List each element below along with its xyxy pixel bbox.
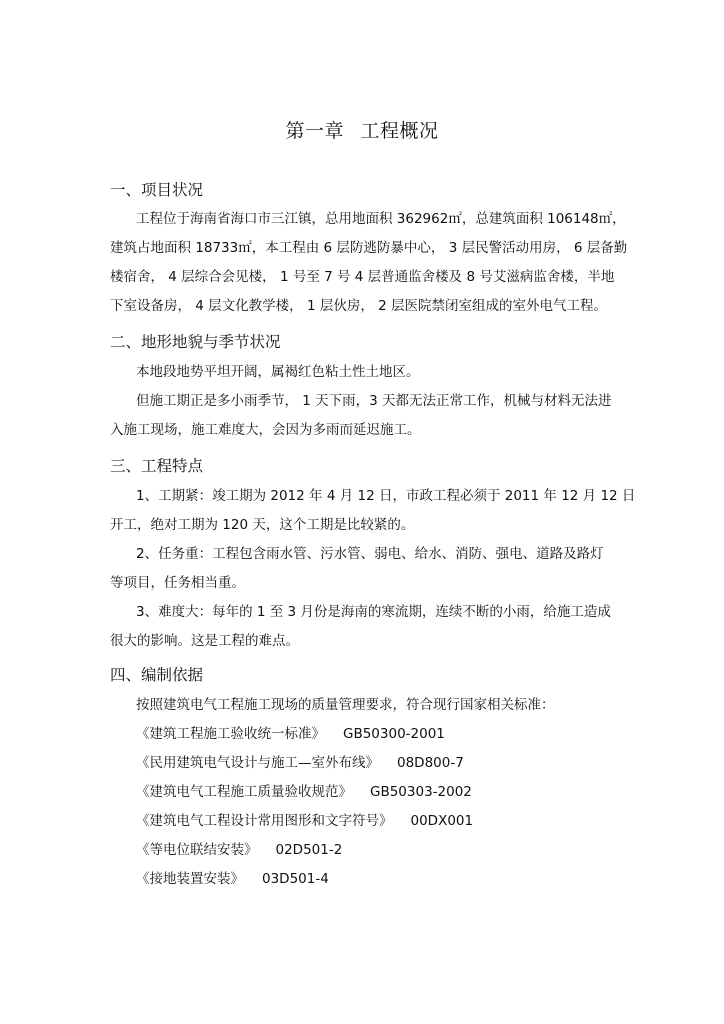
standard-reference (136, 841, 342, 859)
paragraph-line: 等项目，任务相当重。 (110, 575, 245, 591)
paragraph-line: 很大的影响。这是工程的难点。 (110, 633, 299, 649)
standard-reference (136, 725, 445, 743)
chapter-title: 第一章 工程概况 (285, 120, 439, 142)
paragraph-line: 2、任务重：工程包含雨水管、污水管、弱电、给水、消防、强电、道路及路灯 (136, 546, 604, 562)
standard-name: 《建筑工程施工验收统一标准》 (136, 726, 325, 742)
paragraph-line: 入施工现场，施工难度大，会因为多雨而延迟施工。 (110, 422, 421, 438)
section-heading-terrain-season: 二、地形地貌与季节状况 (110, 333, 281, 351)
standard-reference (136, 870, 329, 888)
standard-name: 《民用建筑电气设计与施工—室外布线》 (136, 755, 379, 771)
paragraph-line: 按照建筑电气工程施工现场的质量管理要求，符合现行国家相关标准： (136, 697, 555, 713)
standard-code: 08D800-7 (397, 755, 464, 771)
paragraph-line: 本地段地势平坦开阔，属褐红色粘土性土地区。 (136, 364, 420, 380)
section-heading-project-status: 一、项目状况 (110, 181, 204, 199)
standard-name: 《等电位联结安装》 (136, 842, 258, 858)
standard-code: GB50303-2002 (370, 784, 472, 800)
paragraph-line: 建筑占地面积 18733㎡，本工程由 6 层防逃防暴中心， 3 层民警活动用房， 6 层备勤 (110, 240, 628, 256)
paragraph-line: 楼宿舍， 4 层综合会见楼， 1 号至 7 号 4 层普通监舍楼及 8 号艾滋病监舍楼，半地 (110, 269, 615, 285)
standard-reference (136, 783, 472, 801)
paragraph-line: 开工，绝对工期为 120 天，这个工期是比较紧的。 (110, 517, 415, 533)
standard-code: GB50300-2001 (343, 726, 445, 742)
standard-reference (136, 812, 473, 830)
paragraph-line: 但施工期正是多小雨季节， 1 天下雨，3 天都无法正常工作，机械与材料无法进 (136, 393, 612, 409)
standard-name: 《建筑电气工程施工质量验收规范》 (136, 784, 352, 800)
paragraph-line: 1、工期紧：竣工期为 2012 年 4 月 12 日，市政工程必须于 2011 年 12 月 12 日 (136, 488, 636, 504)
standard-reference (136, 754, 464, 772)
standard-name: 《接地装置安装》 (136, 871, 244, 887)
paragraph-line: 下室设备房， 4 层文化教学楼， 1 层伙房， 2 层医院禁闭室组成的室外电气工程。 (110, 298, 608, 314)
paragraph-line: 3、难度大：每年的 1 至 3 月份是海南的寒流期，连续不断的小雨，给施工造成 (136, 604, 611, 620)
section-heading-project-features: 三、工程特点 (110, 457, 204, 475)
standard-code: 03D501-4 (262, 871, 329, 887)
section-heading-basis: 四、编制依据 (110, 666, 204, 684)
standard-code: 02D501-2 (275, 842, 343, 858)
standard-name: 《建筑电气工程设计常用图形和文字符号》 (136, 813, 393, 829)
paragraph-line: 工程位于海南省海口市三江镇，总用地面积 362962㎡，总建筑面积 106148㎡， (136, 211, 626, 227)
standard-code: 00DX001 (410, 813, 474, 829)
